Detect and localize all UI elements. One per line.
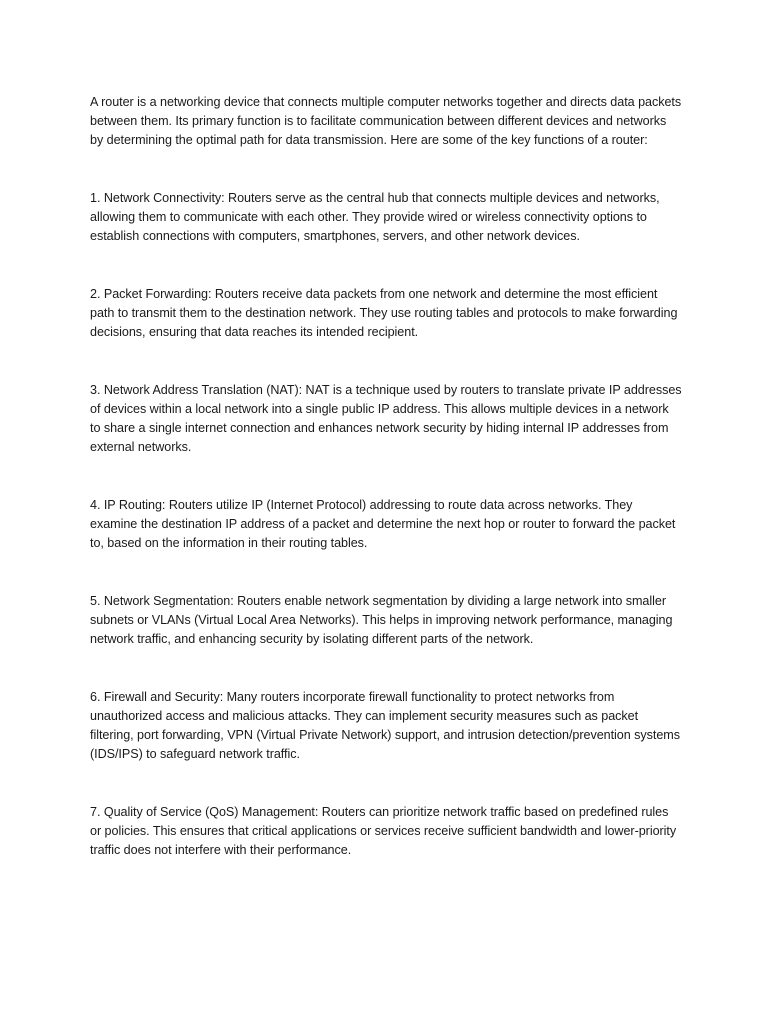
paragraph-ip-routing: 4. IP Routing: Routers utilize IP (Internet Protocol) addressing to route data across networks. They examine the destination IP address of a packet and determine the next hop or router to forward the packet to, based on the information in their routing tables. [90,498,676,550]
paragraph-firewall-security: 6. Firewall and Security: Many routers incorporate firewall functionality to protect networks from unauthorized access and malicious attacks. They can implement security measures such as packet filtering, port forwarding, VPN (Virtual Private Network) support, and intrusion detection/prevention systems (IDS/IPS) to safeguard network traffic. [90,690,680,761]
paragraph-packet-forwarding: 2. Packet Forwarding: Routers receive data packets from one network and determine the most efficient path to transmit them to the destination network. They use routing tables and protocols to make forwarding decisions, ensuring that data reaches its intended recipient. [90,287,678,339]
document-body [90,93,682,860]
paragraph-network-connectivity: 1. Network Connectivity: Routers serve as the central hub that connects multiple devices and networks, allowing them to communicate with each other. They provide wired or wireless connectivity options to establish connections with computers, smartphones, servers, and other network devices. [90,191,660,243]
paragraph-nat: 3. Network Address Translation (NAT): NAT is a technique used by routers to translate private IP addresses of devices within a local network into a single public IP address. This allows multiple devices in a network to share a single internet connection and enhances network security by hiding internal IP addresses from external networks. [90,383,682,454]
paragraph-network-segmentation: 5. Network Segmentation: Routers enable network segmentation by dividing a large network into smaller subnets or VLANs (Virtual Local Area Networks). This helps in improving network performance, managing network traffic, and enhancing security by isolating different parts of the network. [90,594,673,646]
paragraph-qos-management: 7. Quality of Service (QoS) Management: Routers can prioritize network traffic based on predefined rules or policies. This ensures that critical applications or services receive sufficient bandwidth and lower-priority traffic does not interfere with their performance. [90,805,677,857]
intro-paragraph: A router is a networking device that connects multiple computer networks together and directs data packets between them. Its primary function is to facilitate communication between different devices and networks by determining the optimal path for data transmission. Here are some of the key functions of a router: [90,95,682,147]
